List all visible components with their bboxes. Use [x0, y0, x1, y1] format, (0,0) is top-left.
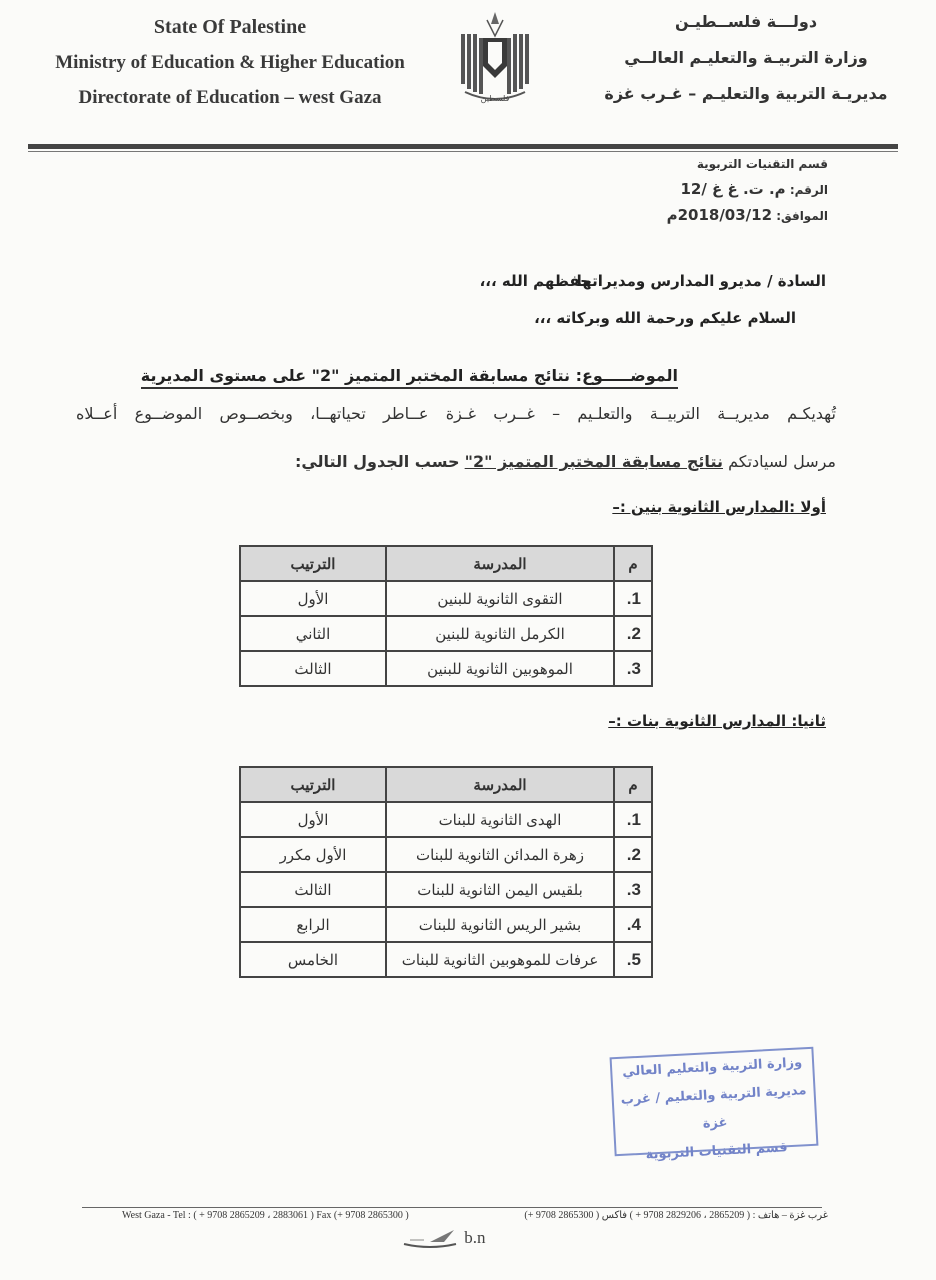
- row-index: 2.: [614, 837, 652, 872]
- addressee: السادة / مديرو المدارس ومديراتها: [576, 272, 826, 290]
- subject-line: [141, 366, 678, 389]
- row-rank: الأول مكرر: [240, 837, 386, 872]
- stamp-line-3: قسم التقنيات التربوية: [645, 1140, 788, 1163]
- emblem-label: فلسطين: [480, 94, 510, 103]
- body-line2-end: حسب الجدول التالي:: [294, 452, 460, 471]
- row-rank: الثالث: [240, 872, 386, 907]
- ar-directorate: مديريـة التربية والتعليـم – غـرب غزة: [604, 84, 888, 103]
- row-index: 2.: [614, 616, 652, 651]
- results-table-girls: [239, 766, 653, 978]
- row-school: الموهوبين الثانوية للبنين: [386, 651, 614, 686]
- section-title-girls: ثانيا: المدارس الثانوية بنات :–: [608, 712, 826, 730]
- row-index: 3.: [614, 872, 652, 907]
- header-rank: الترتيب: [240, 767, 386, 802]
- table-row: [240, 837, 652, 872]
- row-index: 1.: [614, 581, 652, 616]
- footer-divider: [82, 1207, 822, 1208]
- greeting: السلام عليكم ورحمة الله وبركاته ،،،: [534, 309, 796, 327]
- blessing: حفظهم الله ،،،: [479, 272, 591, 290]
- header-school: المدرسة: [386, 546, 614, 581]
- row-rank: الأول: [240, 802, 386, 837]
- table-header-row: [240, 546, 652, 581]
- row-school: بلقيس اليمن الثانوية للبنات: [386, 872, 614, 907]
- table-row: [240, 907, 652, 942]
- table-row: [240, 616, 652, 651]
- table-row: [240, 942, 652, 977]
- en-directorate: Directorate of Education – west Gaza: [78, 87, 382, 108]
- row-school: عرفات للموهوبين الثانوية للبنات: [386, 942, 614, 977]
- row-rank: الرابع: [240, 907, 386, 942]
- header-rank: الترتيب: [240, 546, 386, 581]
- row-rank: الثالث: [240, 651, 386, 686]
- row-school: الهدى الثانوية للبنات: [386, 802, 614, 837]
- header-index: م: [614, 767, 652, 802]
- reference-number: [667, 177, 828, 203]
- reference-date-label: الموافق:: [776, 209, 828, 223]
- row-rank: الخامس: [240, 942, 386, 977]
- ar-ministry: وزارة التربيـة والتعليـم العالــي: [624, 48, 868, 67]
- table-row: [240, 802, 652, 837]
- en-ministry: Ministry of Education & Higher Education: [55, 52, 405, 73]
- row-school: بشير الريس الثانوية للبنات: [386, 907, 614, 942]
- subject-text: نتائج مسابقة المختبر المتميز "2" على مستوى المديرية: [140, 366, 570, 385]
- body-line2-bold: نتائج مسابقة المختبر المتميز "2": [464, 452, 723, 471]
- footer-contact-ar: غرب غزة – هاتف : ( 2865209 ، 2829206 9708 + ) فاكس ( 2865300 9708 +): [524, 1210, 828, 1221]
- english-letterhead: [30, 10, 430, 115]
- table-row: [240, 581, 652, 616]
- palestine-eagle-emblem-icon: [455, 8, 535, 108]
- reference-number-label: الرقم:: [789, 183, 828, 197]
- signature: [400, 1228, 486, 1250]
- row-index: 3.: [614, 651, 652, 686]
- body-line2-plain: مرسل لسيادتكم: [728, 452, 836, 471]
- row-index: 4.: [614, 907, 652, 942]
- reference-date: [667, 203, 828, 229]
- subject-label: الموضـــــوع:: [575, 366, 678, 385]
- reference-number-value: م. ت. غ غ /12: [680, 180, 786, 198]
- row-school: زهرة المدائن الثانوية للبنات: [386, 837, 614, 872]
- row-school: الكرمل الثانوية للبنين: [386, 616, 614, 651]
- reference-date-value: 2018/03/12م: [666, 206, 773, 224]
- footer-contact-en: West Gaza - Tel : ( + 9708 2865209 ، 2883061 ) Fax (+ 9708 2865300 ): [122, 1210, 409, 1221]
- official-stamp: [610, 1047, 819, 1163]
- en-state: State Of Palestine: [153, 16, 307, 38]
- header-school: المدرسة: [386, 767, 614, 802]
- table-row: [240, 651, 652, 686]
- body-paragraph-2: [295, 452, 836, 471]
- stamp-line-1: وزارة التربية والتعليم العالي: [621, 1055, 803, 1080]
- row-rank: الثاني: [240, 616, 386, 651]
- row-school: التقوى الثانوية للبنين: [386, 581, 614, 616]
- ar-state: دولـــة فلســطيـن: [674, 12, 818, 31]
- header-divider: [28, 144, 898, 149]
- stamp-line-2: مديرية التربية والتعليم / غرب غزة: [620, 1083, 807, 1132]
- department-name: قسم التقنيات التربوية: [696, 157, 828, 171]
- reference-block: [667, 152, 828, 229]
- header-index: م: [614, 546, 652, 581]
- row-index: 1.: [614, 802, 652, 837]
- row-index: 5.: [614, 942, 652, 977]
- table-row: [240, 872, 652, 907]
- section-title-boys: أولا :المدارس الثانوية بنين :–: [612, 498, 826, 516]
- quill-pen-icon: [400, 1228, 460, 1250]
- table-header-row: [240, 767, 652, 802]
- signature-initials: b.n: [464, 1228, 486, 1247]
- results-table-boys: [239, 545, 653, 687]
- body-paragraph-1: تُهديكـم مديريــة التربيــة والتعلـيم – غــرب غـزة عــاطر تحياتهــا، وبخصــوص الموضــوع أعــلاه: [76, 404, 836, 423]
- row-rank: الأول: [240, 581, 386, 616]
- arabic-letterhead: [596, 4, 896, 112]
